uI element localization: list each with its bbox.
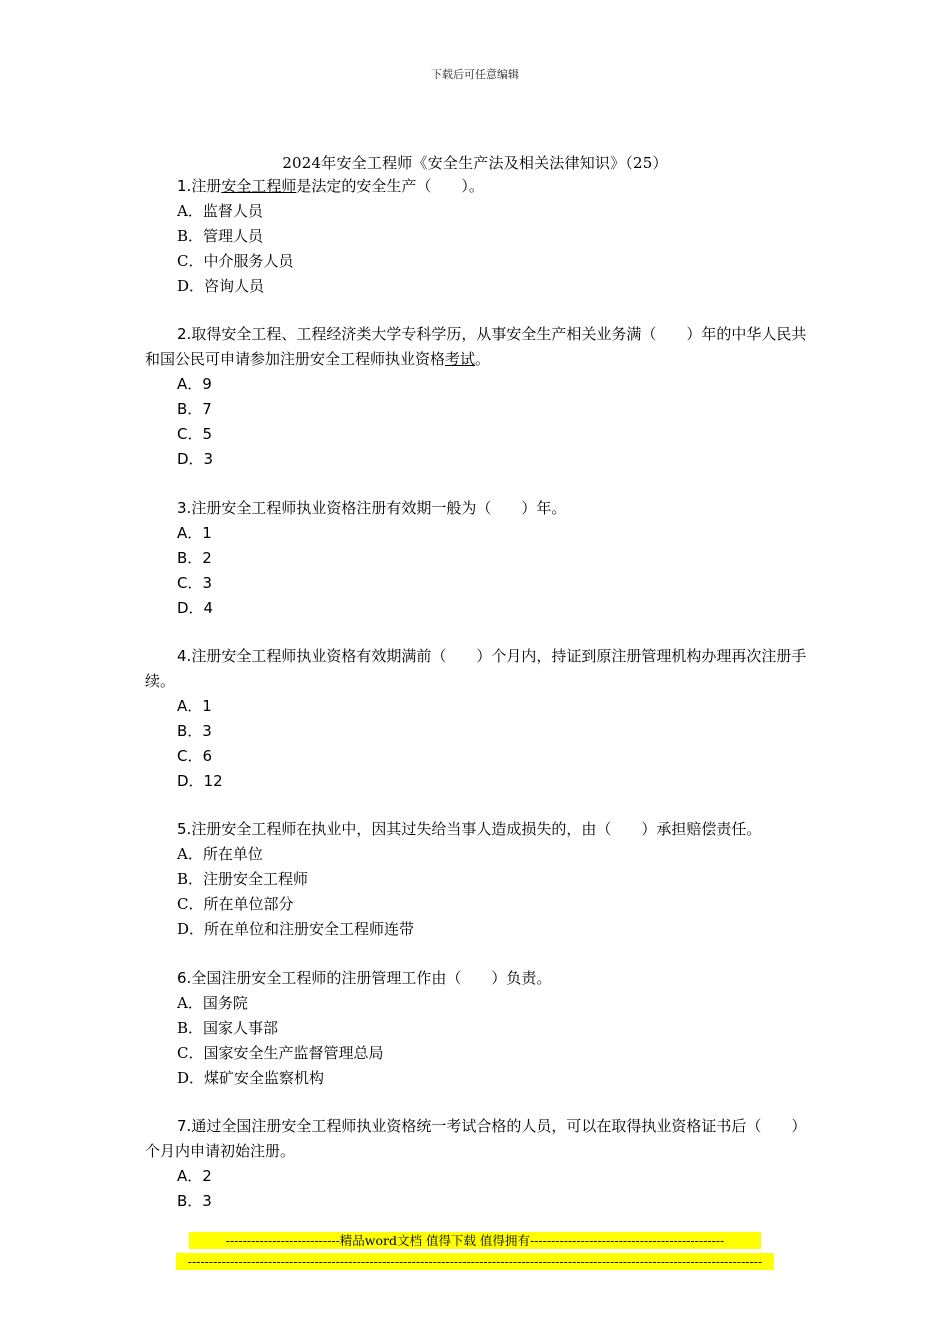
question-6	[145, 966, 815, 1091]
link-safety-engineer[interactable]: 安全工程师	[221, 177, 297, 195]
question-1-stem: 1.注册安全工程师是法定的安全生产（ ）。	[177, 177, 484, 195]
question-7	[145, 1114, 815, 1214]
option-c: C．6	[177, 747, 213, 765]
option-a: A．9	[177, 375, 212, 393]
footer-line-1: ---------------------------精品word文档 值得下载 值得拥有----------------------------------------------	[189, 1232, 761, 1249]
option-d: D．4	[177, 599, 214, 617]
option-a: A．监督人员	[177, 202, 263, 220]
option-b: B．3	[177, 722, 212, 740]
option-b: B．7	[177, 400, 212, 418]
question-5	[145, 817, 825, 942]
option-d: D．12	[177, 772, 223, 790]
question-2-stem: 2.取得安全工程、工程经济类大学专科学历，从事安全生产相关业务满（ ）年的中华人民共和国公民可申请参加注册安全工程师执业资格考试。	[145, 325, 807, 368]
header-note: 下载后可任意编辑	[431, 68, 519, 81]
option-a: A．2	[177, 1167, 212, 1185]
option-d: D．咨询人员	[177, 277, 265, 295]
question-3-stem: 3.注册安全工程师执业资格注册有效期一般为（ ）年。	[177, 499, 567, 517]
question-1	[145, 174, 815, 299]
question-6-stem: 6.全国注册安全工程师的注册管理工作由（ ）负责。	[177, 969, 552, 987]
question-2	[145, 322, 815, 472]
option-b: B．国家人事部	[177, 1019, 279, 1037]
option-a: A．所在单位	[177, 845, 263, 863]
option-c: C．3	[177, 574, 213, 592]
document-title: 2024年安全工程师《安全生产法及相关法律知识》（25）	[282, 154, 668, 172]
footer-banner	[176, 1232, 774, 1274]
option-d: D．所在单位和注册安全工程师连带	[177, 920, 415, 938]
option-b: B．注册安全工程师	[177, 870, 309, 888]
footer-line-2: ----------------------------------------------------------------------------------------------------------------------------------------	[176, 1253, 774, 1270]
option-a: A．1	[177, 697, 212, 715]
option-d: D．煤矿安全监察机构	[177, 1069, 325, 1087]
question-4	[145, 644, 815, 794]
link-exam[interactable]: 考试	[445, 350, 476, 368]
question-4-stem: 4.注册安全工程师执业资格有效期满前（ ）个月内，持证到原注册管理机构办理再次注册手续。	[145, 647, 807, 690]
option-c: C．国家安全生产监督管理总局	[177, 1044, 384, 1062]
option-c: C．所在单位部分	[177, 895, 294, 913]
question-5-stem: 5.注册安全工程师在执业中，因其过失给当事人造成损失的，由（ ）承担赔偿责任。	[177, 820, 762, 838]
option-b: B．2	[177, 549, 212, 567]
question-7-stem: 7.通过全国注册安全工程师执业资格统一考试合格的人员，可以在取得执业资格证书后（ ）个月内申请初始注册。	[145, 1117, 807, 1160]
question-3	[145, 496, 815, 621]
option-c: C．5	[177, 425, 213, 443]
option-d: D．3	[177, 450, 214, 468]
option-c: C．中介服务人员	[177, 252, 294, 270]
option-a: A．1	[177, 524, 212, 542]
option-b: B．3	[177, 1192, 212, 1210]
option-b: B．管理人员	[177, 227, 264, 245]
option-a: A．国务院	[177, 994, 248, 1012]
